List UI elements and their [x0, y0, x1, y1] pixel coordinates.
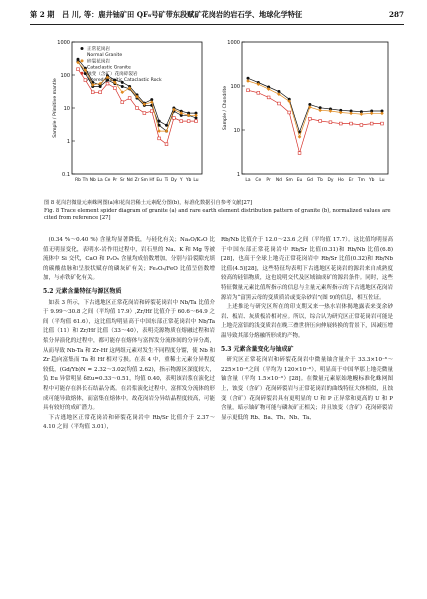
y-tick-label: 10	[63, 106, 70, 112]
x-tick-label: Lu	[379, 178, 385, 183]
data-point	[99, 85, 102, 88]
x-tick-label: Zr	[134, 178, 140, 183]
legend-label: 蚀变（含矿）花岗碎裂岩	[87, 71, 138, 77]
data-point	[150, 110, 153, 113]
x-tick-label: Dy	[170, 178, 177, 183]
x-tick-label: Yb	[185, 178, 192, 183]
data-point	[195, 120, 198, 123]
x-tick-label: Ti	[164, 178, 169, 183]
x-tick-label: Er	[348, 178, 354, 183]
right-column	[221, 236, 393, 423]
data-point	[187, 120, 190, 123]
x-tick-label: Tm	[357, 178, 365, 183]
data-point	[319, 120, 322, 123]
legend-label: Altered granitic Cataclastic Rock	[87, 78, 162, 83]
y-tick-label: 1000	[57, 40, 70, 46]
y-tick-label: 10	[233, 128, 240, 134]
y-axis-label: Sample / Primitive mantle	[53, 78, 58, 138]
x-tick-label: Nd	[275, 178, 282, 183]
x-tick-label: La	[245, 178, 251, 183]
x-tick-label: Ce	[255, 178, 262, 183]
y-tick-label: 0.1	[62, 172, 70, 178]
legend-label: Cataclastic Granite	[87, 65, 131, 71]
figure-caption-cn: 图 8 花岗岩微量元素蛛网图(a)和花岗岩稀土元素配分图(b)，标准化数据引自参考文献[27]	[44, 200, 253, 206]
data-point	[91, 91, 94, 94]
x-tick-label: La	[97, 178, 103, 183]
paragraph: (0.34 %～0.40 %) 含量均显著降低，与硅化有关；Na₂O/K₂O 比值无明显变化，表明水-岩作用过程中，岩石里的 Na、K 和 Mg 等被流体中 Si 交代，CaO 和 P₂O₅ 含量均成倍数增加，分别与沿裂隙充填的碳酸盐脉和呈胶状赋存的磷灰矿有关；Fe₂O₃/FeO 比值呈倍数增加，与赤铁矿化有关。	[43, 237, 215, 282]
data-point	[165, 124, 168, 127]
data-point	[165, 143, 168, 146]
data-point	[257, 91, 260, 94]
data-point	[360, 124, 363, 127]
x-tick-label: Pr	[266, 178, 271, 183]
section-heading-5-3: 5.3 元素含量变化与铀成矿	[221, 345, 294, 353]
x-tick-label: Gd	[306, 178, 313, 183]
x-tick-label: Sm	[140, 178, 148, 183]
x-tick-label: Hf	[149, 178, 155, 183]
data-point	[172, 117, 175, 120]
legend-marker	[81, 47, 84, 50]
figure-8	[44, 36, 392, 198]
x-tick-label: Th	[82, 178, 89, 183]
data-point	[158, 137, 161, 140]
paragraph: 上述推论与研究区所在的印支期又来一热水岩体揭地露表来变余砂岩、板岩、灰质板岩相对应。所以，综合认为研究区正常花岗岩可能是上地壳富铝的浅变质岩在晚三叠世挤压向伸展转换的背景下，因减压增温导致其部分熔融所形成的产物。	[221, 304, 393, 339]
issue-number: 第 2 期	[30, 10, 55, 19]
legend-label: 正常花岗岩	[87, 47, 110, 52]
data-point	[99, 91, 102, 94]
data-point	[267, 96, 270, 99]
data-point	[370, 122, 373, 125]
figure-caption	[44, 200, 392, 223]
x-tick-label: Dy	[327, 178, 334, 183]
x-tick-label: Eu	[296, 178, 303, 183]
paragraph: 下古逃地区正常花岗岩和碎裂花岗岩中 Rb/Sr 比值介于 2.37～4.10 之间（平均值 3.01），	[43, 414, 215, 431]
x-tick-label: Y	[179, 178, 183, 183]
y-tick-label: 1000	[227, 40, 240, 46]
page-number: 287	[388, 10, 404, 19]
running-title: 吕 川, 等：鹿井铀矿田 QF₆号矿带东段赋矿花岗岩的岩石学、地球化学特征	[62, 10, 303, 19]
section-heading-5-2: 5.2 元素含量特征与源区物质	[43, 287, 122, 295]
data-point	[121, 101, 124, 104]
x-tick-label: Sm	[285, 178, 293, 183]
running-header	[30, 10, 404, 22]
y-tick-label: 1	[66, 139, 70, 145]
paragraph: 如表 3 所示，下古逃地区正常花岗岩和碎裂花岗岩中 Nb/Ta 比值介于 9.99～30.8 之间（平均值 17.9）,Zr/Hf 比值介于 60.6～64.9 之间（平均值 61.6），这比值均明显高于中国东部正常花岗岩中 Nb/Ta 比值（11）和 Zr/Hf 比值（33～40），表明壳源物质在熔融过程和岩浆分异演化的过程中，都可能存在熔体与富挥发分流体间的分异分离，从而导致 Nb-Ta 和 Zr-Hf 这两组元素对发生不同程度分馏，使 Nb 和 Zr 趋向富集而 Ta 和 Hf 相对亏损。在表 4 中，重稀土元素分异程度较低，(Gd/Yb)N = 2.32～3.02(均值 2.62)，指示物源区深度较大，负 Eu 异常明显 δEu=0.33～0.51，均值 0.40，表明该岩浆在演化过程中可能存在斜长石结晶分离。在岩浆演化过程中，富挥发分流体的形成可能导致熔体，而富集在熔体中。故花岗岩分异结晶程度较高，可能具有较好的成矿潜力。	[43, 299, 215, 412]
x-tick-label: Sr	[119, 178, 125, 183]
data-point	[136, 107, 139, 110]
data-point	[278, 102, 281, 105]
data-point	[247, 89, 250, 92]
legend-label: Normal Granite	[87, 53, 123, 59]
data-point	[77, 68, 80, 71]
y-tick-label: 100	[60, 73, 70, 79]
paragraph: Rb/Nb 比值介于 12.0～23.6 之间（平均值 17.7）。这比值均明显高于中国东部正常花岗岩中 Rb/Sr 比值(0.31)和 Rb/Nb 比值(6.8)[28]，也高于全球上地壳正常花岗岩中 Rb/Sr 比值(0.32)和 Rb/Nb 比值(4.5)[28]，这些特征均表明下古逃地区花岗岩的源岩来自成熟度较高的硅铝物质，这也说明交代及区域铀成矿的源岩条件。同时，这些特征微量元素比值所指示的信息与主量元素所指示的下古逃地区花岗岩源岩为“富黑云母的变质质岩或变杂砂岩”(图 9)的信息，相互佐证。	[221, 237, 393, 301]
data-point	[339, 122, 342, 125]
x-tick-label: Tb	[317, 178, 323, 183]
x-tick-label: Ce	[104, 178, 111, 183]
x-tick-label: Yb	[368, 178, 375, 183]
data-point	[381, 122, 384, 125]
data-point	[143, 112, 146, 115]
data-point	[329, 121, 332, 124]
data-point	[180, 120, 183, 123]
x-tick-label: Lu	[193, 178, 199, 183]
data-point	[298, 152, 301, 155]
data-point	[128, 97, 131, 100]
y-tick-label: 100	[230, 84, 240, 90]
x-tick-label: Pr	[112, 178, 118, 183]
legend-marker	[81, 72, 84, 75]
header-rule	[30, 24, 404, 25]
x-tick-label: Eu	[156, 178, 162, 183]
x-tick-label: Rb	[75, 178, 81, 183]
legend-marker	[81, 59, 84, 62]
y-tick-label: 1	[236, 172, 240, 178]
paragraph: 研究区正常花岗岩和碎裂花岗岩中微量铀含量介于 33.3×10⁻⁶～225×10⁻⁶之间（平均为 120×10⁻⁶），明显高于中国华那上地壳微量铀含量（平均 1.5×10⁻⁶）[28]。在微量元素原始地幔标准化蛛网图上，蚀变（含矿）花岗碎裂岩与正常花岗岩的曲线特征大体相似，且蚀变（含矿）花岗碎裂岩具有更明显的 U 和 P 正异常和更高的 U 和 P 含量，暗示铀矿物可能与磷灰矿正相关；并且蚀变（含矿）花岗碎裂岩显示更低的 Rb、Ba、Th、Nb、Ta、	[221, 357, 393, 421]
data-point	[121, 85, 124, 88]
data-point	[350, 122, 353, 125]
x-tick-label: Nd	[126, 178, 133, 183]
y-axis-label: Sample / Chondrite	[223, 85, 228, 131]
figure-caption-en: Fig. 8 Trace element spider diagram of granite (a) and rare earth element distribution pattern of granite (b), normalized values are cited from reference [27]	[44, 207, 391, 222]
left-column	[43, 236, 215, 433]
data-point	[288, 111, 291, 114]
x-tick-label: Ho	[337, 178, 344, 183]
data-point	[113, 87, 116, 90]
legend-label: 碎裂花岗岩	[87, 59, 110, 65]
data-point	[308, 117, 311, 120]
x-tick-label: Nb	[89, 178, 96, 183]
